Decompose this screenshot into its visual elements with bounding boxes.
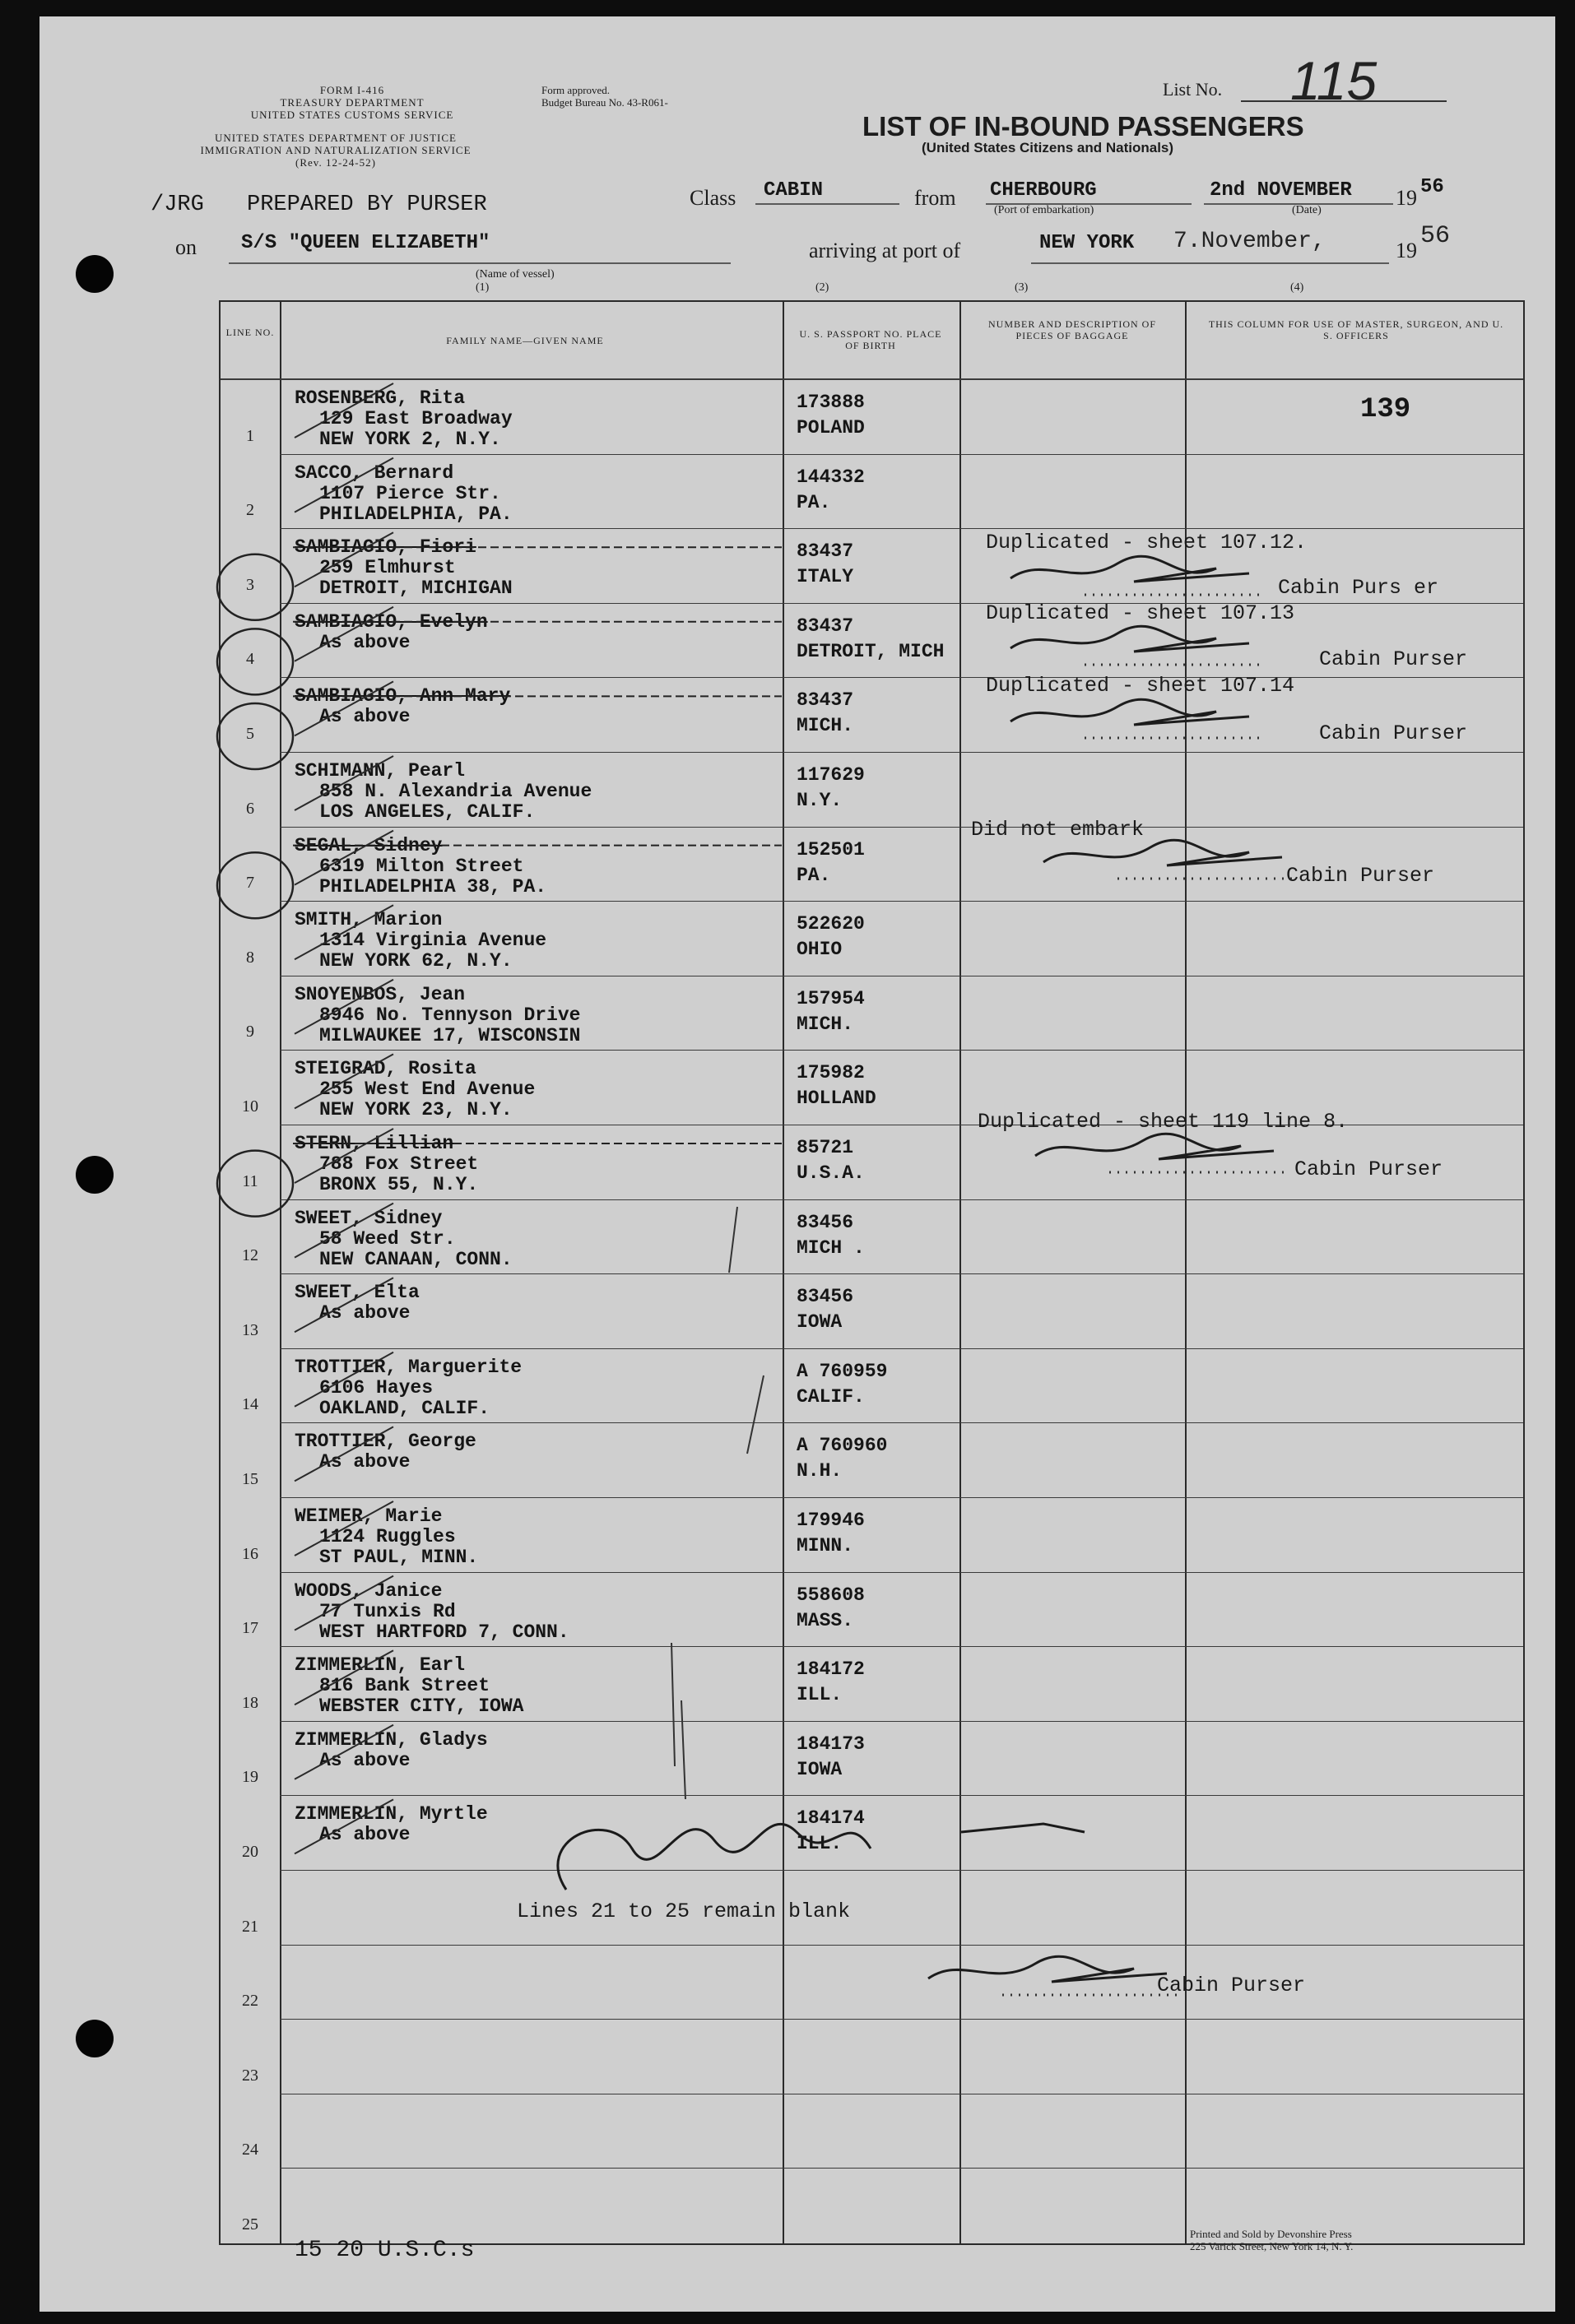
address-line-1: 858 N. Alexandria Avenue (319, 781, 592, 802)
line-number: 20 (242, 1842, 258, 1861)
place-of-birth: MICH . (797, 1236, 865, 1259)
place-of-birth: MICH. (797, 715, 854, 737)
place-of-birth: OHIO (797, 939, 843, 961)
place-of-birth: POLAND (797, 417, 865, 438)
passenger-list-page (39, 16, 1555, 2312)
line-number: 25 (242, 2215, 258, 2234)
address-line-1: 788 Fox Street (319, 1153, 479, 1175)
passport-number: 522620 (797, 913, 865, 935)
family-given-name: SACCO, Bernard (295, 462, 454, 484)
passport-number: 173888 (797, 392, 865, 413)
address-line-2: NEW YORK 23, N.Y. (319, 1099, 513, 1121)
passport-number: 83437 (797, 540, 854, 563)
note-line-11: Duplicated - sheet 119 line 8. (978, 1110, 1349, 1134)
check-tick-mark (295, 831, 393, 885)
purser-line-5: Cabin Purser (1319, 721, 1468, 745)
dept-ins: IMMIGRATION AND NATURALIZATION SERVICE (200, 144, 472, 156)
line-number: 18 (242, 1693, 258, 1712)
family-given-name: STEIGRAD, Rosita (295, 1058, 476, 1080)
line-number: 10 (242, 1097, 258, 1116)
passport-number: 83456 (797, 1286, 854, 1308)
passport-number: 558608 (797, 1584, 865, 1606)
place-of-birth: PA. (797, 491, 831, 513)
check-tick-mark (295, 1650, 393, 1705)
address-line-1: 77 Tunxis Rd (319, 1600, 456, 1622)
address-line-2: ST PAUL, MINN. (319, 1547, 479, 1568)
purser-signature (1011, 556, 1249, 582)
family-given-name: SAMBIAGIO, Fiori (295, 536, 476, 559)
header-underlines-1 (755, 202, 1480, 206)
check-tick-mark (295, 1278, 393, 1332)
line-circle-mark (217, 554, 293, 620)
class-value: CABIN (764, 179, 824, 202)
budget-bureau: Budget Bureau No. 43-R061- (541, 96, 668, 109)
col-num-2: (2) (815, 281, 829, 294)
year-suffix: 56 (1420, 176, 1444, 198)
address-line-2: NEW CANAAN, CONN. (319, 1248, 513, 1270)
passport-number: A 760959 (797, 1360, 888, 1382)
passport-number: A 760960 (797, 1435, 888, 1457)
family-given-name: SMITH, Marion (295, 909, 443, 931)
line-circle-mark (217, 1151, 293, 1217)
line-number: 9 (246, 1023, 254, 1041)
printer-line-2: 225 Varick Street, New York 14, N. Y. (1190, 2240, 1354, 2252)
family-given-name: SAMBIAGIO, Ann Mary (295, 685, 511, 707)
revision: (Rev. 12-24-52) (295, 156, 376, 169)
address-line-2: PHILADELPHIA 38, PA. (319, 875, 547, 898)
prepared-by: PREPARED BY PURSER (247, 193, 487, 217)
purser-signature (1043, 840, 1282, 865)
purser-signature (1011, 699, 1249, 725)
passport-number: 117629 (797, 764, 865, 786)
line-number: 12 (242, 1246, 258, 1265)
form-title: LIST OF IN-BOUND PASSENGERS (862, 111, 1304, 141)
check-tick-mark (295, 1426, 393, 1481)
line-number: 1 (246, 426, 254, 445)
handwritten-marks (221, 302, 1523, 2243)
line-number: 23 (242, 2066, 258, 2085)
family-given-name: TROTTIER, George (295, 1431, 476, 1453)
family-given-name: SEGAL, Sidney (295, 834, 443, 856)
form-subtitle: (United States Citizens and Nationals) (922, 140, 1174, 155)
dept-treasury: TREASURY DEPARTMENT (280, 96, 425, 109)
line-number: 6 (246, 799, 254, 818)
family-given-name: SWEET, Sidney (295, 1207, 443, 1229)
purser-signature (928, 1956, 1167, 1982)
year-prefix: 19 (1396, 239, 1417, 262)
check-tick-mark (295, 980, 393, 1034)
address-line-2: OAKLAND, CALIF. (319, 1397, 490, 1419)
check-tick-mark (295, 383, 393, 438)
family-given-name: STERN, Lillian (295, 1133, 454, 1154)
address-line-1: 6106 Hayes (319, 1376, 434, 1399)
place-of-birth: U.S.A. (797, 1162, 865, 1184)
col-num-4: (4) (1290, 281, 1304, 294)
address-line-1: 8946 No. Tennyson Drive (319, 1004, 581, 1026)
family-given-name: SCHIMANN, Pearl (295, 760, 466, 782)
purser-signature (1011, 626, 1249, 652)
check-tick-mark (295, 1204, 393, 1258)
col-header-name: FAMILY NAME—GIVEN NAME (446, 335, 604, 346)
family-given-name: SWEET, Elta (295, 1282, 420, 1304)
line-number: 13 (242, 1320, 258, 1339)
line-circle-mark (217, 703, 293, 769)
col-num-3: (3) (1015, 281, 1029, 294)
family-given-name: WEIMER, Marie (295, 1505, 443, 1527)
purser-line-11: Cabin Purser (1294, 1157, 1443, 1181)
place-of-birth: DETROIT, MICH (797, 640, 945, 662)
blank-lines-note: Lines 21 to 25 remain blank (517, 1900, 851, 1923)
form-number: FORM I-416 (319, 84, 385, 96)
passenger-table (219, 300, 1525, 2245)
check-tick-mark (295, 756, 393, 810)
address-line-2: DETROIT, MICHIGAN (319, 578, 513, 600)
year-prefix: 19 (1396, 186, 1417, 210)
purser-line-7: Cabin Purser (1286, 864, 1435, 888)
dept-customs: UNITED STATES CUSTOMS SERVICE (250, 109, 454, 121)
line-number: 2 (246, 501, 254, 520)
note-line-3: Duplicated - sheet 107.12. (986, 531, 1308, 554)
address-line-2: LOS ANGELES, CALIF. (319, 801, 536, 823)
check-tick-mark (295, 1501, 393, 1556)
address-line-2: BRONX 55, N.Y. (319, 1174, 479, 1195)
passport-number: 83456 (797, 1211, 854, 1233)
address-line-1: 1107 Pierce Str. (319, 482, 501, 504)
place-of-birth: N.Y. (797, 790, 843, 811)
line-number: 8 (246, 948, 254, 967)
arrival-port: NEW YORK (1039, 232, 1135, 254)
address-line-1: As above (319, 1302, 411, 1324)
line-number: 14 (242, 1395, 258, 1414)
passport-number: 184172 (797, 1658, 865, 1681)
place-of-birth: ITALY (797, 566, 854, 588)
purser-signature (1035, 1134, 1274, 1159)
citizen-count: 15 20 U.S.C.s (295, 2238, 475, 2263)
line-number: 11 (242, 1171, 258, 1190)
check-tick-mark (295, 1054, 393, 1108)
line-number: 7 (246, 874, 254, 893)
line-number: 15 (242, 1469, 258, 1488)
address-line-1: 129 East Broadway (319, 408, 513, 429)
check-tick-mark (295, 681, 393, 735)
address-line-1: 58 Weed Str. (319, 1227, 456, 1250)
line-number: 19 (242, 1768, 258, 1787)
passport-number: 152501 (797, 838, 865, 860)
family-given-name: ZIMMERLIN, Myrtle (295, 1803, 488, 1825)
place-of-birth: MASS. (797, 1609, 854, 1631)
line-number: 22 (242, 1992, 258, 2011)
place-of-birth: PA. (797, 864, 831, 886)
form-approved: Form approved. (541, 84, 611, 96)
pen-mark (671, 1643, 685, 1799)
place-of-birth: HOLLAND (797, 1088, 876, 1110)
address-line-1: 816 Bank Street (319, 1675, 490, 1697)
passport-number: 184174 (797, 1807, 865, 1830)
line-circle-mark (217, 852, 293, 918)
place-of-birth: N.H. (797, 1460, 843, 1482)
initials: /JRG (151, 193, 204, 217)
line-number: 21 (242, 1917, 258, 1936)
passport-number: 83437 (797, 615, 854, 637)
printer-line-1: Printed and Sold by Devonshire Press (1190, 2228, 1352, 2240)
header-underlines-2 (229, 262, 1480, 265)
address-line-1: As above (319, 1824, 411, 1846)
place-of-birth: IOWA (797, 1758, 843, 1780)
family-given-name: ZIMMERLIN, Gladys (295, 1728, 488, 1751)
passport-number: 85721 (797, 1137, 854, 1158)
date-value: 2nd NOVEMBER (1210, 179, 1352, 202)
check-tick-mark (295, 1352, 393, 1407)
class-label: Class (690, 186, 736, 210)
col-header-officers: THIS COLUMN FOR USE OF MASTER, SURGEON, AND U. S. OFFICERS (1208, 318, 1504, 341)
passport-number: 184173 (797, 1733, 865, 1755)
year-suffix: 56 (1420, 222, 1451, 250)
punch-hole (76, 1156, 114, 1194)
address-line-2: NEW YORK 2, N.Y. (319, 429, 501, 450)
place-of-birth: IOWA (797, 1311, 843, 1334)
officer-number: 139 (1360, 394, 1411, 425)
place-of-birth: MINN. (797, 1535, 854, 1556)
address-line-1: 255 West End Avenue (319, 1079, 536, 1101)
address-line-1: As above (319, 631, 411, 653)
family-given-name: SAMBIAGIO, Evelyn (295, 610, 488, 633)
list-no-label: List No. (1163, 79, 1223, 100)
address-line-2: MILWAUKEE 17, WISCONSIN (319, 1024, 581, 1046)
family-given-name: TROTTIER, Marguerite (295, 1356, 523, 1378)
address-line-2: NEW YORK 62, N.Y. (319, 950, 513, 972)
pen-mark (747, 1375, 764, 1454)
col-header-line: LINE NO. (225, 327, 275, 338)
address-line-1: 1124 Ruggles (319, 1526, 456, 1547)
col-num-1: (1) (476, 281, 490, 294)
passport-number: 175982 (797, 1062, 865, 1084)
check-tick-mark (295, 458, 393, 513)
on-label: on (175, 235, 197, 259)
passport-number: 83437 (797, 689, 854, 712)
list-number-underline (1241, 99, 1455, 104)
pen-mark (729, 1207, 737, 1273)
officer-signature (558, 1824, 1085, 1890)
check-tick-mark (295, 1129, 393, 1183)
purser-bottom: Cabin Purser (1157, 1974, 1306, 1997)
address-line-1: As above (319, 706, 411, 728)
family-given-name: ZIMMERLIN, Earl (295, 1654, 466, 1677)
note-line-5: Duplicated - sheet 107.14 (986, 674, 1295, 698)
passport-number: 144332 (797, 466, 865, 488)
address-line-1: 259 Elmhurst (319, 557, 456, 579)
arrival-date: 7.November, (1173, 229, 1326, 254)
punch-hole (76, 2020, 114, 2057)
arriving-label: arriving at port of (809, 239, 961, 262)
line-number: 24 (242, 2141, 258, 2159)
place-of-birth: ILL. (797, 1684, 843, 1706)
note-line-7: Did not embark (971, 818, 1145, 842)
place-of-birth: MICH. (797, 1013, 854, 1035)
dept-justice: UNITED STATES DEPARTMENT OF JUSTICE (215, 132, 457, 144)
address-line-2: WEST HARTFORD 7, CONN. (319, 1621, 569, 1643)
address-line-2: WEBSTER CITY, IOWA (319, 1695, 524, 1718)
col-header-baggage: NUMBER AND DESCRIPTION OF PIECES OF BAGGAGE (987, 318, 1157, 341)
check-tick-mark (295, 532, 393, 587)
line-number: 3 (246, 575, 254, 594)
passport-number: 179946 (797, 1510, 865, 1531)
check-tick-mark (295, 1576, 393, 1631)
check-tick-mark (295, 1799, 393, 1853)
address-line-1: 6319 Milton Street (319, 855, 524, 877)
port-caption: (Port of embarkation) (994, 204, 1094, 216)
check-tick-mark (295, 1725, 393, 1779)
punch-hole (76, 255, 114, 293)
address-line-2: PHILADELPHIA, PA. (319, 503, 513, 525)
place-of-birth: ILL. (797, 1833, 843, 1855)
family-given-name: SNOYENBOS, Jean (295, 983, 466, 1005)
vessel-caption: (Name of vessel) (476, 268, 555, 281)
place-of-birth: CALIF. (797, 1385, 865, 1408)
line-number: 4 (246, 650, 254, 669)
purser-line-4: Cabin Purser (1319, 647, 1468, 671)
vessel-name: S/S "QUEEN ELIZABETH" (241, 232, 490, 254)
address-line-1: As above (319, 1749, 411, 1771)
line-number: 16 (242, 1544, 258, 1563)
date-caption: (Date) (1292, 204, 1322, 216)
check-tick-mark (295, 607, 393, 661)
from-label: from (914, 186, 956, 210)
list-number: 115 (1290, 50, 1378, 111)
line-number: 5 (246, 724, 254, 743)
family-given-name: ROSENBERG, Rita (295, 387, 466, 409)
purser-line-3: Cabin Purs er (1278, 576, 1439, 600)
passport-number: 157954 (797, 987, 865, 1009)
line-circle-mark (217, 629, 293, 694)
address-line-1: As above (319, 1451, 411, 1473)
address-line-1: 1314 Virginia Avenue (319, 930, 547, 952)
from-value: CHERBOURG (990, 179, 1097, 202)
family-given-name: WOODS, Janice (295, 1579, 443, 1602)
col-header-passport: U. S. PASSPORT NO. PLACE OF BIRTH (799, 328, 942, 351)
note-line-4: Duplicated - sheet 107.13 (986, 601, 1295, 625)
check-tick-mark (295, 905, 393, 959)
line-number: 17 (242, 1619, 258, 1638)
